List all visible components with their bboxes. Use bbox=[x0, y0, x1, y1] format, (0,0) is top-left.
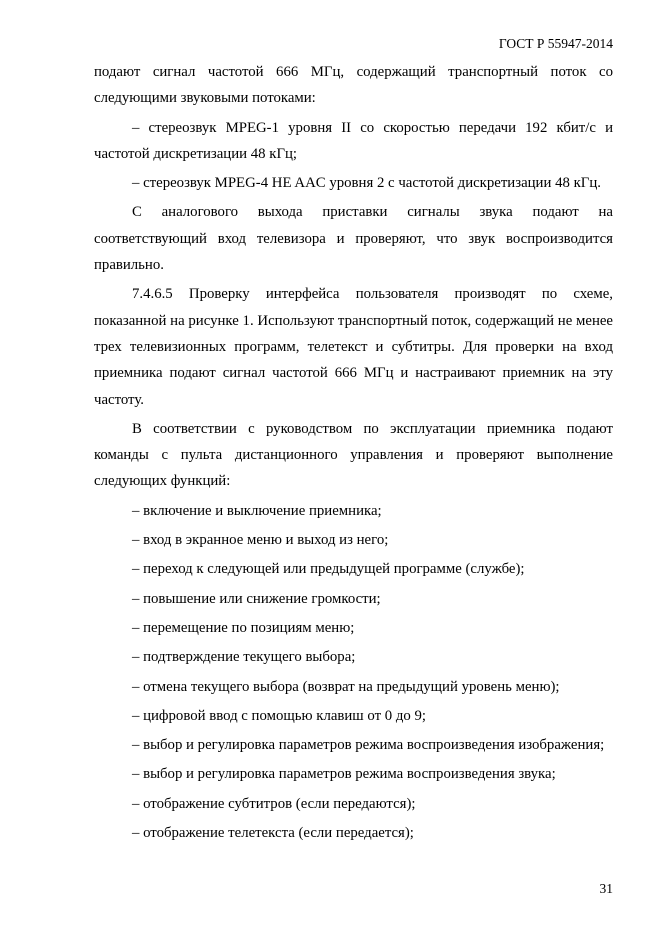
list-item: – включение и выключение приемника; bbox=[132, 502, 382, 519]
list-item: – отображение телетекста (если передается); bbox=[132, 825, 414, 842]
list-item: – переход к следующей или предыдущей программе (службе); bbox=[132, 561, 525, 578]
page-number: 31 bbox=[599, 881, 613, 896]
document-header: ГОСТ Р 55947-2014 bbox=[498, 36, 613, 51]
paragraph-7-4-6-5: 7.4.6.5 Проверку интерфейса пользователя производят по схеме, показанной на рисунке 1. Используют транспортный поток, содержащий не менее трех телевизионных программ, телетекст и субтитры. Для проверки на вход приемника подают сигнал частотой 666 МГц и настраивают приемник на эту частоту. bbox=[94, 286, 613, 408]
list-item: – выбор и регулировка параметров режима воспроизведения изображения; bbox=[132, 737, 605, 754]
list-item-mpeg4: – стереозвук MPEG-4 HE AAC уровня 2 с частотой дискретизации 48 кГц. bbox=[132, 175, 601, 192]
list-item: – отмена текущего выбора (возврат на предыдущий уровень меню); bbox=[132, 678, 560, 695]
list-item: – цифровой ввод с помощью клавиш от 0 до 9; bbox=[132, 707, 426, 724]
paragraph-intro: подают сигнал частотой 666 МГц, содержащий транспортный поток со следующими звуковыми потоками: bbox=[94, 64, 613, 107]
list-item: – подтверждение текущего выбора; bbox=[132, 649, 356, 666]
list-item: – выбор и регулировка параметров режима воспроизведения звука; bbox=[132, 766, 556, 783]
list-item: – отображение субтитров (если передаются); bbox=[132, 795, 416, 812]
list-item: – вход в экранное меню и выход из него; bbox=[132, 532, 389, 549]
list-item-mpeg1: – стереозвук MPEG-1 уровня II со скоростью передачи 192 кбит/с и частотой дискретизации 48 кГц; bbox=[94, 119, 613, 162]
list-item: – перемещение по позициям меню; bbox=[132, 619, 355, 636]
paragraph-manual: В соответствии с руководством по эксплуатации приемника подают команды с пульта дистанционного управления и проверяют выполнение следующих функций: bbox=[94, 420, 613, 490]
document-body bbox=[94, 59, 613, 846]
paragraph-analog-output: С аналогового выхода приставки сигналы звука подают на соответствующий вход телевизора и проверяют, что звук воспроизводится правильно. bbox=[94, 204, 613, 274]
list-item: – повышение или снижение громкости; bbox=[132, 590, 381, 607]
